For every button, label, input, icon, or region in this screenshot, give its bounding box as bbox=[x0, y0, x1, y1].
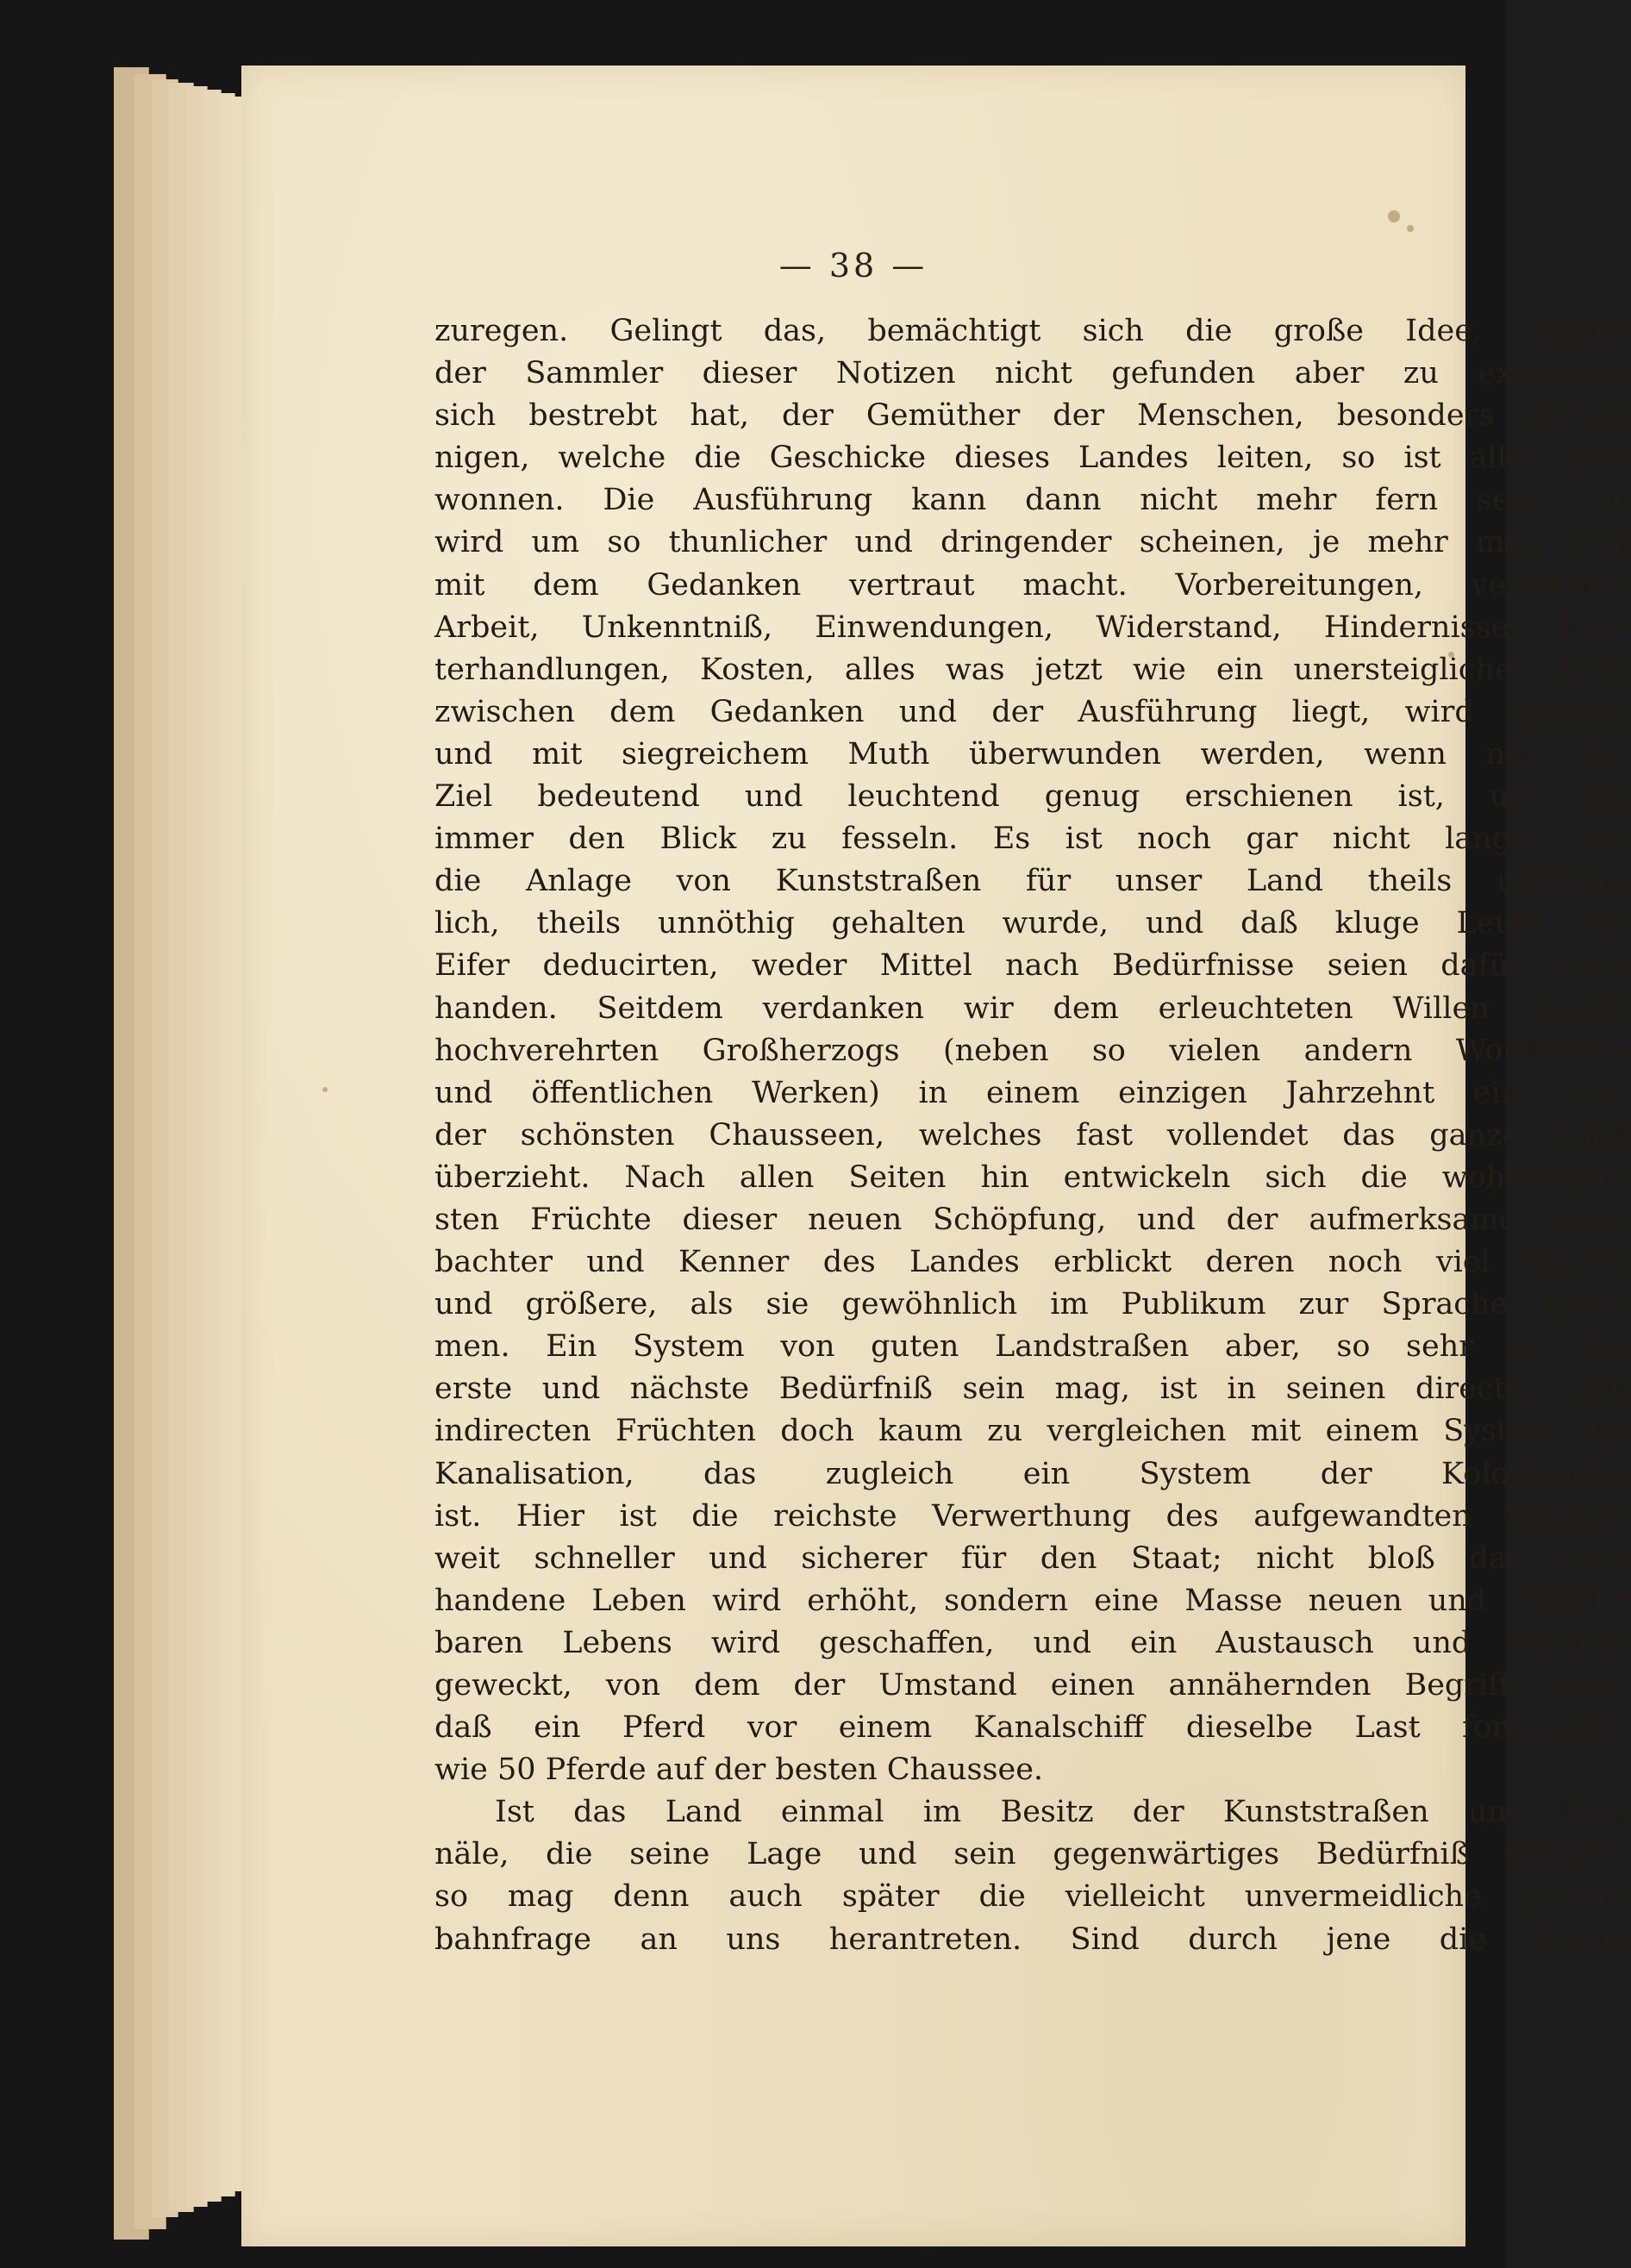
text-line: bahnfrage an uns herantreten. Sind durch jene die Kräfte bbox=[434, 1921, 1631, 1957]
foxing-spot bbox=[1407, 225, 1414, 232]
text-line: und mit siegreichem Muth überwunden werden, wenn nur das bbox=[434, 736, 1631, 772]
text-line: sich bestrebt hat, der Gemüther der Menschen, besonders derje= bbox=[434, 398, 1631, 434]
text-line: und größere, als sie gewöhnlich im Publikum zur Sprache kom= bbox=[434, 1287, 1631, 1322]
text-line: Arbeit, Unkenntniß, Einwendungen, Widerstand, Hindernisse, Un= bbox=[434, 609, 1631, 645]
text-line: überzieht. Nach allen Seiten hin entwickeln sich die wohlthätig= bbox=[434, 1159, 1631, 1195]
foxing-spot bbox=[1388, 210, 1400, 222]
text-line: Ist das Land einmal im Besitz der Kunststraßen und Ka= bbox=[495, 1795, 1631, 1830]
text-line: immer den Blick zu fesseln. Es ist noch gar nicht lange, daß bbox=[434, 822, 1631, 857]
page-edge bbox=[203, 90, 222, 2202]
text-line: mit dem Gedanken vertraut macht. Vorbereitungen, vermehrte bbox=[434, 567, 1631, 603]
text-line: zwischen dem Gedanken und der Ausführung liegt, wird allmälig bbox=[434, 694, 1631, 729]
text-line: wird um so thunlicher und dringender scheinen, je mehr man sich bbox=[434, 525, 1631, 560]
text-line: lich, theils unnöthig gehalten wurde, und daß kluge Leute mit bbox=[434, 906, 1631, 941]
text-line: erste und nächste Bedürfniß sein mag, ist in seinen directen und bbox=[434, 1371, 1631, 1407]
foxing-spot bbox=[322, 1087, 328, 1092]
page-paper bbox=[241, 66, 1631, 2246]
text-line: terhandlungen, Kosten, alles was jetzt wie ein unersteiglicher Berg bbox=[434, 652, 1631, 687]
text-line: handen. Seitdem verdanken wir dem erleuchteten Willen unsers bbox=[434, 990, 1631, 1026]
text-line: Ziel bedeutend und leuchtend genug erschienen ist, um auf bbox=[434, 779, 1631, 815]
text-line: daß ein Pferd vor einem Kanalschiff dieselbe Last fortschafft, bbox=[434, 1710, 1631, 1746]
text-line: nigen, welche die Geschicke dieses Landes leiten, so ist alles ge= bbox=[434, 440, 1631, 476]
text-line: der Sammler dieser Notizen nicht gefunden aber zu exponiren bbox=[434, 356, 1631, 391]
text-line: der schönsten Chausseen, welches fast vollendet das ganze Land bbox=[434, 1117, 1631, 1153]
text-line: baren Lebens wird geschaffen, und ein Austausch und Verkehr bbox=[434, 1625, 1631, 1660]
text-line: zuregen. Gelingt das, bemächtigt sich die große Idee, welche bbox=[434, 314, 1631, 348]
text-line: bachter und Kenner des Landes erblickt deren noch viel andere bbox=[434, 1245, 1631, 1280]
text-line: indirecten Früchten doch kaum zu vergleichen mit einem System der bbox=[434, 1414, 1631, 1449]
text-line: handene Leben wird erhöht, sondern eine Masse neuen und frucht= bbox=[434, 1583, 1631, 1618]
text-line: die Anlage von Kunststraßen für unser Land theils unthun= bbox=[434, 864, 1631, 899]
text-line: so mag denn auch später die vielleicht unvermeidliche Eisen= bbox=[434, 1879, 1631, 1915]
text-line: näle, die seine Lage und sein gegenwärtiges Bedürfniß fordern, bbox=[434, 1837, 1631, 1872]
text-line: wonnen. Die Ausführung kann dann nicht mehr fern sein; sie bbox=[434, 483, 1631, 518]
page-number: — 38 — bbox=[778, 247, 928, 284]
text-line: hochverehrten Großherzogs (neben so vielen andern Wohlthaten bbox=[434, 1033, 1631, 1068]
text-line: sten Früchte dieser neuen Schöpfung, und der aufmerksame Beo= bbox=[434, 1202, 1631, 1237]
text-line: ist. Hier ist die reichste Verwerthung des aufgewandten Kapitals bbox=[434, 1498, 1631, 1534]
text-line: geweckt, von dem der Umstand einen annähernden Begriff giebt, bbox=[434, 1668, 1631, 1703]
text-line: und öffentlichen Werken) in einem einzigen Jahrzehnt ein Netz bbox=[434, 1075, 1631, 1110]
text-line: wie 50 Pferde auf der besten Chaussee. bbox=[434, 1753, 1044, 1788]
text-line: Kanalisation, das zugleich ein System der Kolonisation bbox=[434, 1456, 1631, 1491]
text-line: men. Ein System von guten Landstraßen aber, so sehr es das bbox=[434, 1329, 1631, 1365]
text-line: Eifer deducirten, weder Mittel nach Bedürfnisse seien dafür vor= bbox=[434, 948, 1631, 984]
text-line: weit schneller und sicherer für den Staat; nicht bloß das vor= bbox=[434, 1540, 1631, 1576]
body-text bbox=[434, 310, 1631, 1961]
